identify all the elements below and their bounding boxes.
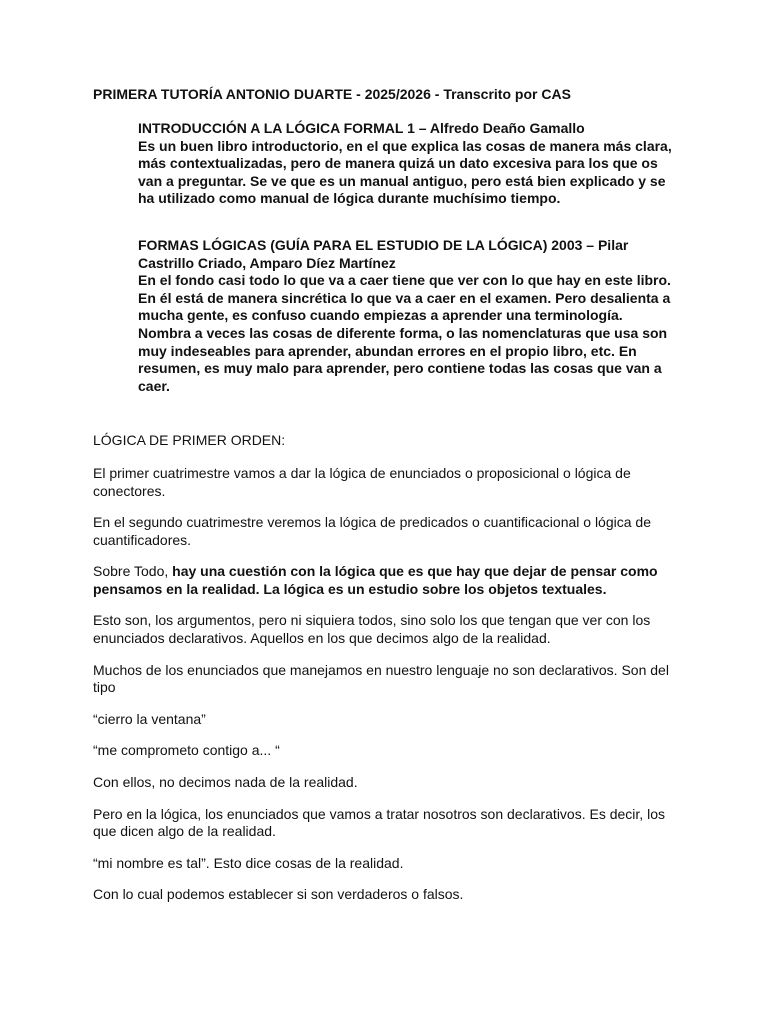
book-2-heading: FORMAS LÓGICAS (GUÍA PARA EL ESTUDIO DE LA LÓGICA) 2003 – Pilar Castrillo Criado, Amparo Díez Martínez bbox=[138, 236, 629, 271]
paragraph-4: Esto son, los argumentos, pero ni siquiera todos, sino solo los que tengan que ver con los enunciados declarativos. Aquellos en los que decimos algo de la realidad. bbox=[93, 612, 651, 647]
paragraph-11: Con lo cual podemos establecer si son verdaderos o falsos. bbox=[93, 886, 464, 903]
book-entry-1 bbox=[138, 120, 678, 208]
example-quote-1: “cierro la ventana” bbox=[93, 710, 206, 727]
book-1-description: Es un buen libro introductorio, en el que explica las cosas de manera más clara, más contextualizadas, pero de manera quizá un dato excesiva para los que os van a preguntar. Se ve que es un manual antiguo, pero está bien explicado y se ha utilizado como manual de lógica durante muchísimo tiempo. bbox=[138, 137, 672, 207]
document-body bbox=[93, 85, 683, 918]
section-heading: LÓGICA DE PRIMER ORDEN: bbox=[93, 432, 286, 449]
paragraph-5: Muchos de los enunciados que manejamos en nuestro lenguaje no son declarativos. Son del tipo bbox=[93, 661, 669, 696]
section-logica-primer-orden bbox=[93, 432, 683, 904]
book-2-description: En el fondo casi todo lo que va a caer tiene que ver con lo que hay en este libro. En él está de manera sincrética lo que va a caer en el examen. Pero desalienta a mucha gente, es confuso cuando empiezas a aprender una terminología. Nombra a veces las cosas de diferente forma, o las nomenclaturas que usa son muy indeseables para aprender, abundan errores en el propio libro, etc. En resumen, es muy malo para aprender, pero contiene todas las cosas que van a caer. bbox=[138, 272, 671, 394]
book-entry-2 bbox=[138, 237, 678, 395]
example-quote-2: “me comprometo contigo a... “ bbox=[93, 742, 280, 759]
paragraph-3 bbox=[93, 563, 683, 598]
paragraph-2: En el segundo cuatrimestre veremos la lógica de predicados o cuantificacional o lógica de cuantificadores. bbox=[93, 514, 651, 548]
paragraph-3-plain: Sobre Todo, bbox=[93, 563, 173, 580]
paragraph-8: Con ellos, no decimos nada de la realidad. bbox=[93, 774, 358, 791]
paragraph-1: El primer cuatrimestre vamos a dar la lógica de enunciados o proposicional o lógica de conectores. bbox=[93, 464, 631, 499]
paragraph-3-emphasis: hay una cuestión con la lógica que es que hay que dejar de pensar como pensamos en la realidad. La lógica es un estudio sobre los objetos textuales. bbox=[93, 563, 658, 597]
paragraph-9: Pero en la lógica, los enunciados que vamos a tratar nosotros son declarativos. Es decir, los que dicen algo de la realidad. bbox=[93, 805, 665, 840]
book-1-heading: INTRODUCCIÓN A LA LÓGICA FORMAL 1 – Alfredo Deaño Gamallo bbox=[138, 120, 585, 136]
document-title: PRIMERA TUTORÍA ANTONIO DUARTE - 2025/2026 - Transcrito por CAS bbox=[93, 86, 571, 102]
example-quote-3: “mi nombre es tal”. Esto dice cosas de la realidad. bbox=[93, 854, 404, 871]
